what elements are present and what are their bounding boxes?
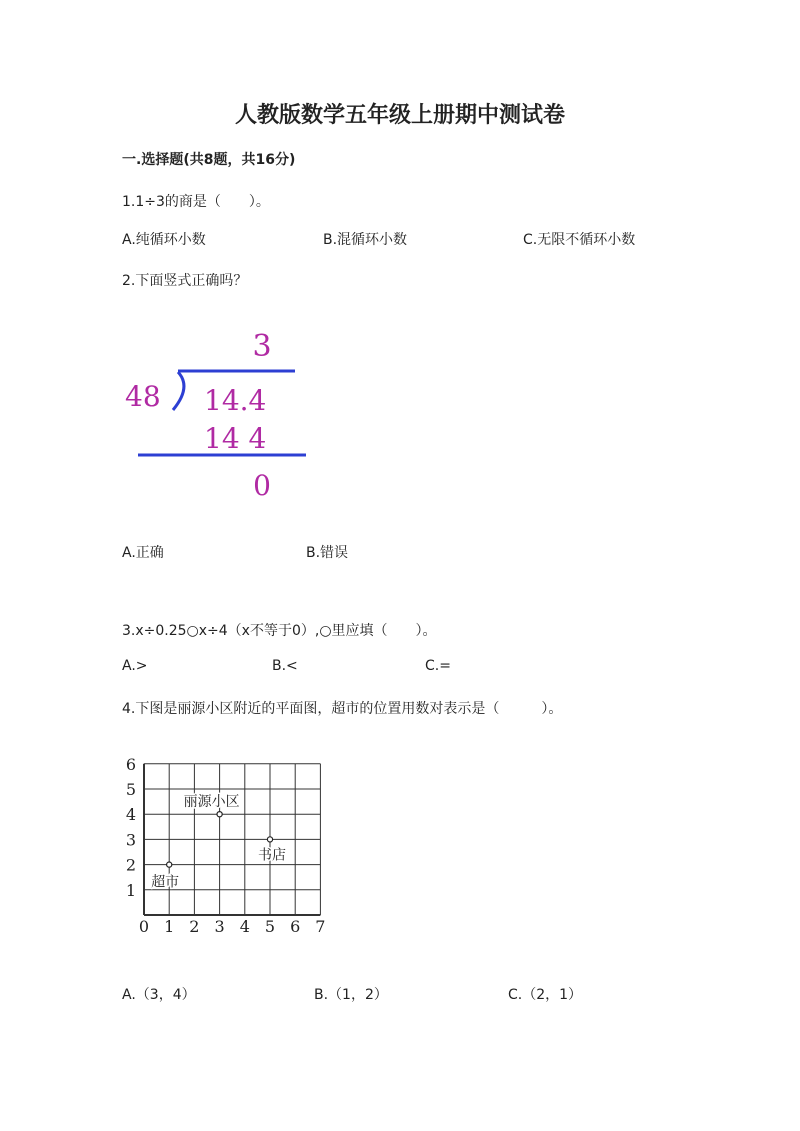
x-axis-labels <box>139 917 326 936</box>
x-axis-tick-label: 6 <box>290 917 301 936</box>
place-marker <box>267 837 272 842</box>
y-axis-tick-label: 4 <box>125 805 136 825</box>
question-3-option-a: A.> <box>122 658 148 674</box>
x-axis-tick-label: 5 <box>264 917 276 936</box>
question-2-option-a: A.正确 <box>122 545 164 561</box>
question-1-option-c: C.无限不循环小数 <box>523 232 636 248</box>
x-axis-tick-label: 3 <box>214 917 225 936</box>
question-3-option-c: C.= <box>425 658 451 674</box>
division-remainder: 0 <box>253 469 271 502</box>
division-bracket <box>173 372 184 410</box>
question-4-option-b: B.（1，2） <box>314 987 388 1003</box>
y-axis-tick-label: 5 <box>125 780 136 799</box>
question-1-stem: 1.1÷3的商是（ ）。 <box>122 194 270 210</box>
y-axis-labels <box>126 755 136 900</box>
map-places <box>151 794 286 890</box>
question-2-stem: 2.下面竖式正确吗？ <box>122 273 248 289</box>
question-1-option-a: A.纯循环小数 <box>122 232 206 248</box>
y-axis-tick-label: 3 <box>125 830 136 850</box>
division-product: 14 4 <box>204 422 267 455</box>
place-label: 书店 <box>258 847 286 864</box>
y-axis-tick-label: 1 <box>125 880 136 900</box>
y-axis-tick-label: 2 <box>125 855 136 875</box>
x-axis-tick-label: 4 <box>239 917 250 936</box>
x-axis-tick-label: 1 <box>164 917 175 936</box>
question-4-stem: 4.下图是丽源小区附近的平面图，超市的位置用数对表示是（ ）。 <box>122 701 563 717</box>
division-quotient: 3 <box>252 329 272 364</box>
place-marker <box>167 862 172 867</box>
question-4-option-c: C.（2，1） <box>508 987 583 1003</box>
place-label: 丽源小区 <box>183 794 240 811</box>
page-title: 人教版数学五年级上册期中测试卷 <box>234 103 565 128</box>
question-4-option-a: A.（3，4） <box>122 987 196 1003</box>
section-heading: 一.选择题(共8题，共16分) <box>122 152 296 168</box>
x-axis-tick-label: 0 <box>138 917 150 936</box>
grid-lines <box>144 764 320 915</box>
x-axis-tick-label: 7 <box>315 917 326 936</box>
place-label: 超市 <box>151 874 180 891</box>
division-dividend: 14.4 <box>204 384 267 417</box>
x-axis-tick-label: 2 <box>189 917 200 936</box>
long-division-figure <box>120 325 320 505</box>
question-1-option-b: B.混循环小数 <box>323 232 408 248</box>
division-divisor: 48 <box>125 380 161 413</box>
question-3-option-b: B.< <box>272 658 298 674</box>
place-marker <box>217 812 222 817</box>
question-2-option-b: B.错误 <box>306 545 349 561</box>
y-axis-tick-label: 6 <box>125 754 136 774</box>
question-3-stem: 3.x÷0.25○x÷4（x不等于0）,○里应填（ ）。 <box>122 623 437 639</box>
coordinate-grid-map <box>120 750 340 940</box>
